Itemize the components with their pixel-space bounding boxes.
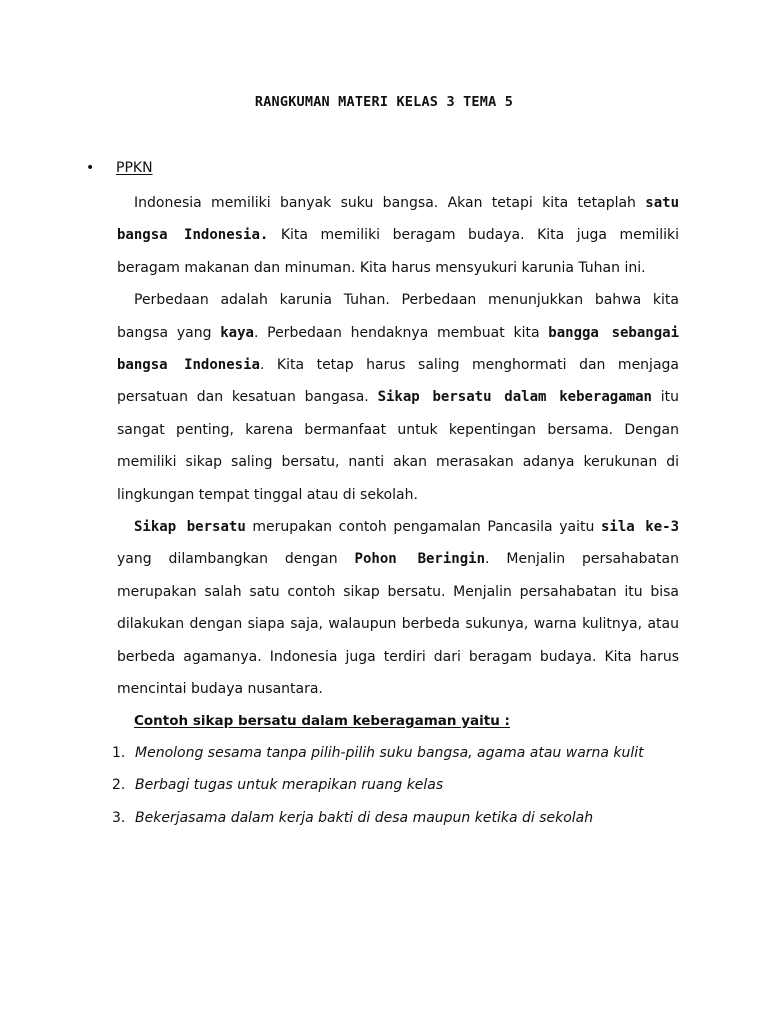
bold-text: bangga sebangai bangsa Indonesia (117, 324, 680, 374)
document-title: RANGKUMAN MATERI KELAS 3 TEMA 5 (254, 94, 514, 110)
list-item-number: 1. (112, 744, 126, 761)
list-item (112, 802, 679, 835)
list-item-text: Bekerjasama dalam kerja bakti di desa maupun ketika di sekolah (135, 809, 594, 826)
list-item-number: 2. (112, 777, 126, 793)
text-run: Indonesia memiliki banyak suku bangsa. Akan tetapi kita tetaplah (134, 195, 646, 211)
list-item-text: Berbagi tugas untuk merapikan ruang kelas (135, 777, 444, 793)
paragraph (117, 511, 679, 705)
text-run: Kita memiliki beragam budaya. Kita juga memiliki beragam makanan dan minuman. Kita harus mensyukuri karunia Tuhan ini. (117, 227, 680, 276)
text-run: Perbedaan adalah karunia Tuhan. Perbedaan menunjukkan bahwa kita bangsa yang (117, 292, 679, 341)
list-item (112, 737, 679, 770)
text-run: itu sangat penting, karena bermanfaat untuk kepentingan bersama. Dengan memiliki sikap saling bersatu, nanti akan merasakan adanya kerukunan di lingkungan tempat tinggal atau di sekolah. (117, 389, 679, 503)
text-run: . Menjalin persahabatan merupakan salah satu contoh sikap bersatu. Menjalin persahabatan itu bisa dilakukan dengan siapa saja, walaupun berbeda sukunya, warna kulitnya, atau berbeda agamanya. Indonesia juga terdiri dari beragam budaya. Kita harus mencintai budaya nusantara. (117, 551, 679, 698)
bold-text: satu bangsa Indonesia. (117, 195, 679, 244)
examples-heading: Contoh sikap bersatu dalam keberagaman yaitu : (134, 712, 510, 729)
paragraph (117, 187, 679, 284)
bold-text: Pohon Beringin (354, 551, 486, 568)
text-run: . Kita tetap harus saling menghormati dan menjaga persatuan dan kesatuan bangasa. (117, 357, 679, 406)
text-run: yang dilambangkan dengan (117, 551, 355, 568)
text-run: merupakan contoh pengamalan Pancasila yaitu (245, 519, 601, 536)
text-run: . Perbedaan hendaknya membuat kita (253, 324, 549, 341)
paragraph (117, 284, 679, 511)
bold-text: Sikap bersatu (134, 519, 246, 536)
section-heading-text: PPKN (116, 160, 153, 176)
document-body (112, 187, 680, 834)
bold-text: kaya (220, 324, 254, 341)
bold-text: Sikap bersatu dalam keberagaman (377, 389, 652, 406)
list-item-text: Menolong sesama tanpa pilih-pilih suku bangsa, agama atau warna kulit (135, 744, 644, 761)
bullet-icon: • (86, 160, 95, 176)
list-item-number: 3. (112, 809, 126, 826)
bold-text: sila ke-3 (600, 519, 680, 536)
examples-list (112, 737, 679, 835)
section-heading (86, 160, 153, 176)
list-item (112, 769, 679, 802)
